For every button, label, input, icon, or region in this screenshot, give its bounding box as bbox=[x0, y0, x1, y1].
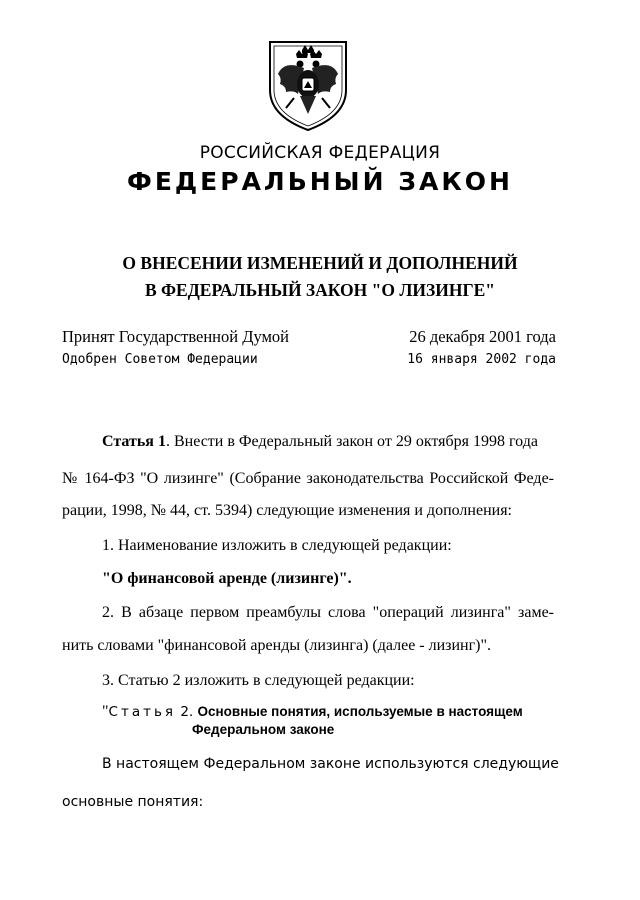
article2-heading-line1: Основные понятия, используемые в настоящем bbox=[197, 704, 523, 719]
article2-heading-line2: Федеральном законе bbox=[192, 722, 335, 737]
article2-prefix: " bbox=[102, 703, 109, 720]
item1-quote-text: "О финансовой аренде (лизинге)". bbox=[102, 570, 352, 587]
article1-line2: № 164-ФЗ "О лизинге" (Собрание законодательства Российской Феде- bbox=[62, 470, 554, 487]
adopted-date: 26 декабря 2001 года bbox=[409, 327, 556, 346]
paragraph-line2: основные понятия: bbox=[62, 794, 204, 810]
adopted-label: Принят Государственной Думой bbox=[62, 327, 290, 346]
law-title bbox=[0, 250, 640, 304]
item3-text: 3. Статью 2 изложить в следующей редакции: bbox=[102, 672, 415, 689]
item1-text: 1. Наименование изложить в следующей редакции: bbox=[102, 537, 452, 554]
item1-quote bbox=[62, 569, 554, 589]
law-title-line1: О ВНЕСЕНИИ ИЗМЕНЕНИЙ И ДОПОЛНЕНИЙ bbox=[122, 253, 518, 273]
article2-label: Статья bbox=[108, 704, 177, 720]
article1-line3: рации, 1998, № 44, ст. 5394) следующие изменения и дополнения: bbox=[62, 502, 512, 519]
article1-line1-text: . Внести в Федеральный закон от 29 октября 1998 года bbox=[165, 433, 538, 450]
item2-line2: нить словами "финансовой аренды (лизинга) (далее - лизинг)". bbox=[62, 637, 492, 654]
coat-of-arms-emblem-icon bbox=[264, 38, 352, 134]
article1-line1 bbox=[62, 432, 554, 452]
article2-number: 2. bbox=[176, 704, 198, 720]
paragraph-line1: В настоящем Федеральном законе используются следующие bbox=[102, 756, 559, 772]
article1-label: Статья 1 bbox=[102, 433, 166, 450]
approved-label: Одобрен Советом Федерации bbox=[62, 352, 258, 367]
law-title-line2: В ФЕДЕРАЛЬНЫЙ ЗАКОН "О ЛИЗИНГЕ" bbox=[144, 280, 495, 300]
country-heading: РОССИЙСКАЯ ФЕДЕРАЦИЯ bbox=[199, 143, 441, 163]
article2-heading bbox=[102, 703, 523, 739]
approved-date: 16 января 2002 года bbox=[407, 352, 556, 367]
item2-line1: 2. В абзаце первом преамбулы слова "операций лизинга" заме- bbox=[102, 604, 554, 621]
law-type-heading: ФЕДЕРАЛЬНЫЙ ЗАКОН bbox=[127, 167, 513, 196]
